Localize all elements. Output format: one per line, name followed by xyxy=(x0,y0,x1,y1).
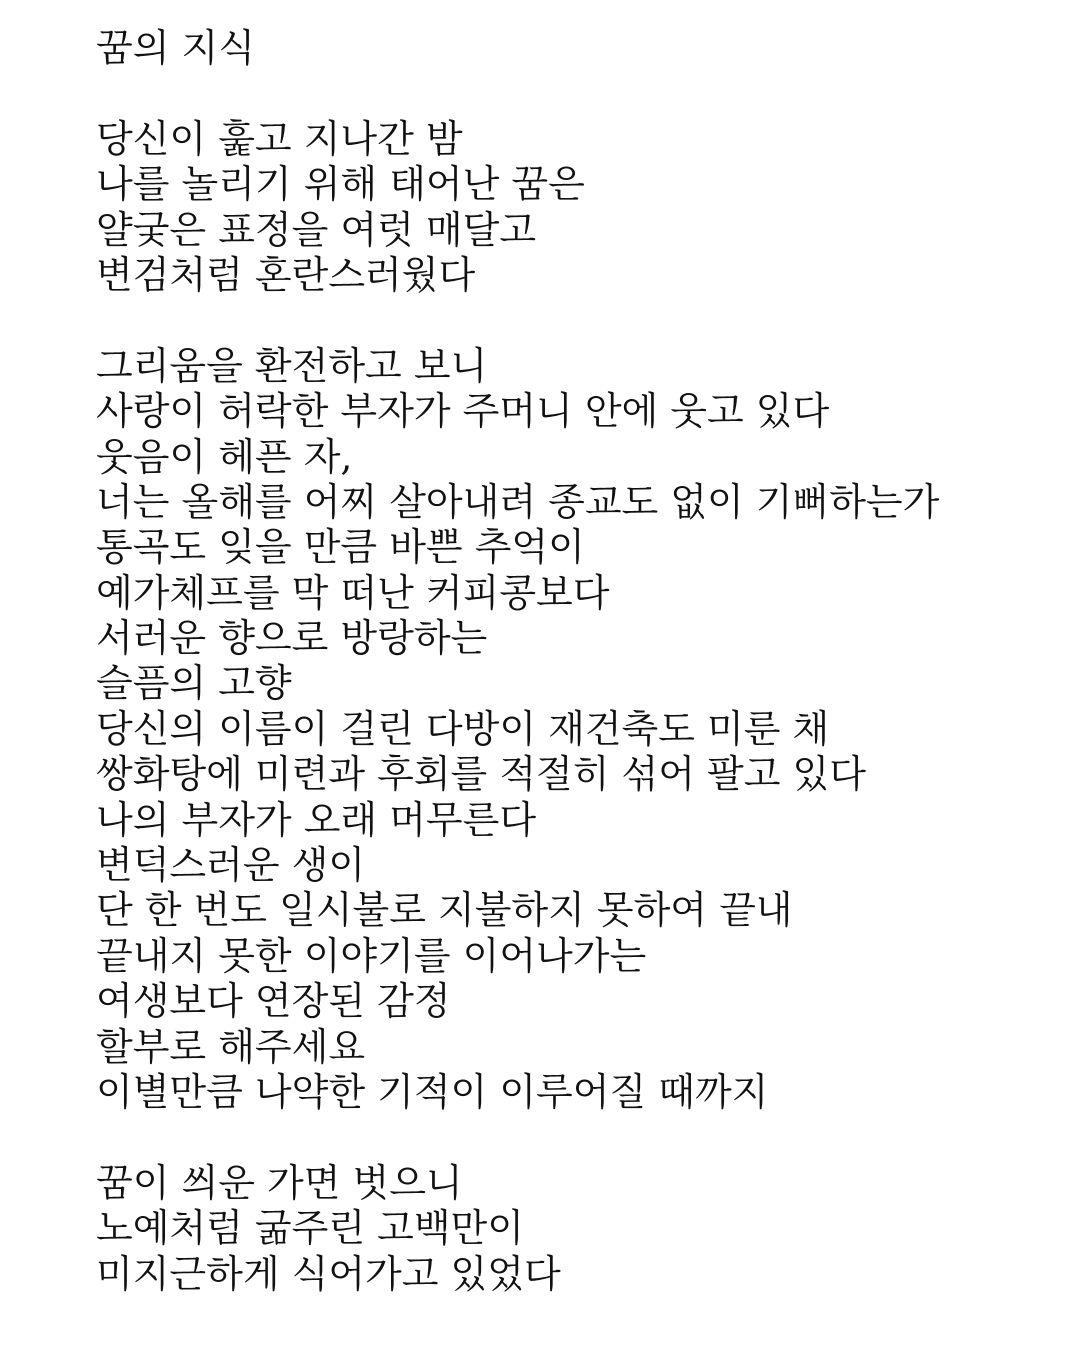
poem-line: 당신의 이름이 걸린 다방이 재건축도 미룬 채 xyxy=(96,706,830,751)
poem-line: 미지근하게 식어가고 있었다 xyxy=(96,1251,561,1296)
poem-line: 나의 부자가 오래 머무른다 xyxy=(96,797,537,842)
poem-line: 그리움을 환전하고 보니 xyxy=(96,343,488,388)
poem-line: 서러운 향으로 방랑하는 xyxy=(96,616,488,661)
poem-line: 할부로 해주세요 xyxy=(96,1024,366,1069)
poem-line: 끝내지 못한 이야기를 이어나가는 xyxy=(96,933,647,978)
stanza-3 xyxy=(96,1161,1056,1297)
poem-line: 사랑이 허락한 부자가 주머니 안에 웃고 있다 xyxy=(96,389,830,434)
poem-line: 나를 놀리기 위해 태어난 꿈은 xyxy=(96,162,585,207)
poem-line: 노예처럼 굶주린 고백만이 xyxy=(96,1206,524,1251)
poem-title: 꿈의 지식 xyxy=(96,26,255,70)
stanza-1 xyxy=(96,117,1056,299)
poem-line: 예가체프를 막 떠난 커피콩보다 xyxy=(96,570,610,615)
poem-line: 꿈이 씌운 가면 벗으니 xyxy=(96,1160,463,1205)
poem-line: 쌍화탕에 미련과 후회를 적절히 섞어 팔고 있다 xyxy=(96,752,866,797)
poem-line: 너는 올해를 어찌 살아내려 종교도 없이 기뻐하는가 xyxy=(96,479,940,524)
stanza-gap xyxy=(96,71,1056,116)
poem-line: 이별만큼 나약한 기적이 이루어질 때까지 xyxy=(96,1069,769,1114)
poem-line: 변덕스러운 생이 xyxy=(96,843,366,888)
poem-line: 웃음이 헤픈 자, xyxy=(96,434,353,479)
poem xyxy=(96,26,1056,1297)
stanza-gap xyxy=(96,1115,1056,1160)
stanza-2 xyxy=(96,344,1056,1116)
poem-line: 당신이 훑고 지나간 밤 xyxy=(96,116,463,161)
poem-line: 변검처럼 혼란스러웠다 xyxy=(96,252,476,297)
poem-line: 여생보다 연장된 감정 xyxy=(96,979,451,1024)
poem-line: 통곡도 잊을 만큼 바쁜 추억이 xyxy=(96,525,585,570)
poem-line: 단 한 번도 일시불로 지불하지 못하여 끝내 xyxy=(96,888,793,933)
stanza-gap xyxy=(96,298,1056,343)
poem-line: 얄궂은 표정을 여럿 매달고 xyxy=(96,207,537,252)
poem-line: 슬픔의 고향 xyxy=(96,661,292,706)
